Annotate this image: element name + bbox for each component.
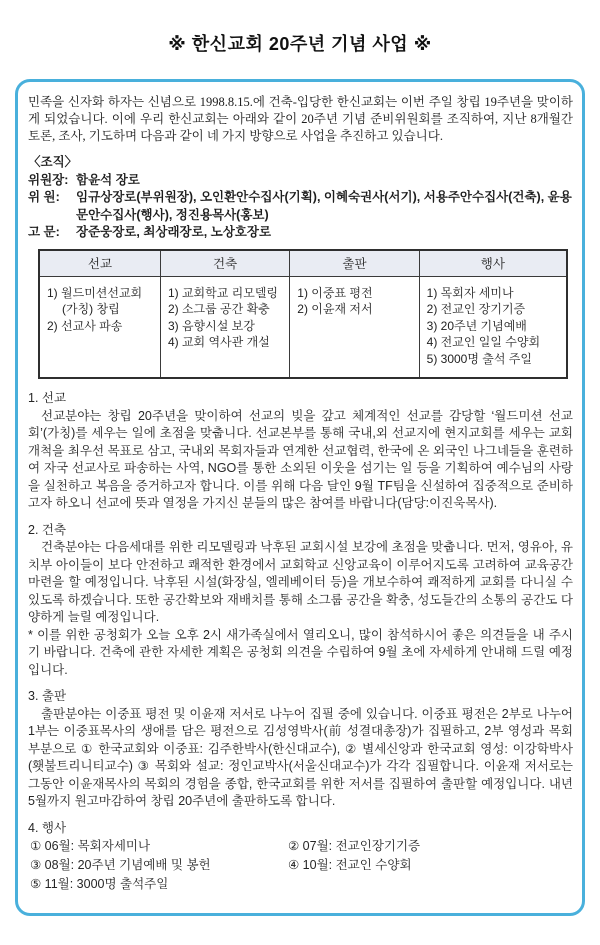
event-item-july: ② 07월: 전교인장기기증 — [288, 839, 421, 853]
table-cell-item: 1) 목회자 세미나 — [426, 285, 514, 300]
org-label-chair: 위원장: — [28, 172, 69, 187]
org-value-advisors: 장준웅장로, 최상래장로, 노상호장로 — [76, 225, 272, 239]
org-value-members: 임규상장로(부위원장), 오인환안수집사(기획), 이혜숙권사(서기), 서용주안수집사(건축), 윤용문안수집사(행사), 정진용목사(홍보) — [76, 190, 572, 222]
org-label-advisors: 고 문: — [28, 225, 60, 239]
table-cell-item: 5) 3000명 출석 주일 — [426, 351, 532, 366]
table-header-construction: 건축 — [160, 250, 289, 277]
section-construction — [28, 522, 573, 680]
event-item-june: ① 06월: 목회자세미나 — [30, 839, 151, 853]
event-item-october: ④ 10월: 전교인 수양회 — [288, 858, 412, 872]
table-cell-events — [419, 276, 567, 378]
projects-table-header-row — [39, 250, 567, 277]
events-schedule — [28, 837, 573, 894]
projects-table-body-row — [39, 276, 567, 378]
table-cell-item: 2) 이윤재 저서 — [297, 302, 373, 316]
organization-block — [28, 154, 573, 242]
intro-paragraph: 민족을 신자화 하자는 신념으로 1998.8.15.에 건축-입당한 한신교회는 이번 주일 창립 19주년을 맞이하게 되었습니다. 이에 우리 한신교회는 아래와 같이 20주년 기념 준비위원회를 조직하여, 지난 8개월간 토론, 조사, 기도하며 다음과 같이 네 가지 방향으로 사업을 추진하고 있습니다. — [28, 95, 573, 143]
section-mission — [28, 390, 573, 513]
event-item-november: ⑤ 11월: 3000명 출석주일 — [30, 877, 169, 891]
table-header-mission: 선교 — [39, 250, 160, 277]
table-cell-item: 2) 전교인 장기기증 — [426, 302, 526, 316]
org-label-members: 위 원: — [28, 190, 60, 204]
table-cell-publishing — [290, 276, 419, 378]
table-cell-item: 4) 전교인 일일 수양회 — [426, 335, 541, 349]
event-item-august: ③ 08월: 20주년 기념예배 및 봉헌 — [30, 858, 211, 872]
table-header-publishing: 출판 — [290, 250, 419, 277]
table-cell-item: 2) 소그룹 공간 확충 — [167, 302, 270, 316]
organization-row-chair — [28, 172, 573, 190]
organization-row-members — [28, 189, 573, 224]
table-cell-item: 4) 교회 역사관 개설 — [167, 335, 270, 349]
section-events — [28, 820, 573, 895]
table-cell-item: 1) 교회학교 리모델링 — [167, 285, 279, 300]
projects-table — [38, 249, 568, 380]
section-construction-note: * 이를 위한 공청회가 오늘 오후 2시 새가족실에서 열리오니, 많이 참석하시어 좋은 의견들을 내 주시기 바랍니다. 건축에 관한 자세한 계획은 공청회 의견을 수립하여 9월 초에 자세하게 안내해 드릴 예정입니다. — [28, 627, 573, 677]
table-cell-construction — [160, 276, 289, 378]
section-mission-heading: 1. 선교 — [28, 391, 67, 405]
section-construction-heading: 2. 건축 — [28, 522, 67, 537]
organization-row-advisors — [28, 224, 573, 242]
organization-heading: 〈조직〉 — [28, 155, 78, 169]
table-cell-item: 1) 이중표 평전 — [297, 285, 373, 300]
org-value-chair: 함윤석 장로 — [76, 172, 140, 187]
content-box — [15, 79, 585, 916]
section-publishing-heading: 3. 출판 — [28, 689, 67, 703]
table-cell-item: 2) 선교사 파송 — [47, 318, 123, 333]
table-cell-mission — [39, 276, 160, 378]
section-construction-body: 건축분야는 다음세대를 위한 리모델링과 낙후된 교회시설 보강에 초점을 맞춥니다. 먼저, 영유아, 유치부 아이들이 보다 안전하고 쾌적한 환경에서 교회학교 신앙교육이 이루어지도록 고려하여 교육공간 마련을 할 예정입니다. 낙후된 시설(화장실, 엘레베이터 등)을 개보수하여 쾌적하게 교회를 다니실 수 있도록 하겠습니다. 또한 공간확보와 재배치를 통해 소그룹 공간을 확충, 성도들간의 소통의 공간도 다양하게 늘릴 예정입니다. — [28, 540, 573, 624]
page-title: ※ 한신교회 20주년 기념 사업 ※ — [168, 34, 432, 54]
section-publishing — [28, 688, 573, 811]
section-mission-body: 선교분야는 창립 20주년을 맞이하여 선교의 빚을 갚고 체계적인 선교를 감당할 ‘월드미션 선교회’(가칭)를 세우는 일에 초점을 맞춥니다. 선교본부를 통해 국내,외 선교지에 현지교회를 세우는 교회개척을 최우선 목표로 삼고, 국내외 목회자들과 연계한 선교협력, 한국에 온 외국인 나그네들을 훈련하여 자국 선교사로 파송하는 사역, NGO를 통한 소외된 이웃을 섬기는 일 등을 기획하여 예수님의 사랑을 실천하고 복음을 증거하고자 합니다. 이를 위해 다음 달인 9월 TF팀을 신설하여 집중적으로 준비하고자 하오니 선교에 뜻과 열정을 가지신 분들의 많은 참여를 바랍니다(담당:이진욱목사). — [28, 408, 573, 510]
table-cell-item: 3) 음향시설 보강 — [167, 318, 255, 333]
section-publishing-body: 출판분야는 이중표 평전 및 이윤재 저서로 나누어 집필 중에 있습니다. 이중표 평전은 2부로 나누어 1부는 이중표목사의 생애를 담은 평전으로 김성영박사(前 성결대총장)가 집필하고, 2부 영성과 목회 부분으로 ① 한국교회와 이중표: 김주한박사(한신대교수), ② 별세신앙과 한국교회 영성: 이강학박사(횃불트리니티교수) ③ 목회와 설교: 정인교박사(서울신대교수)가 각각 집필합니다. 이윤재 저서로는 그동안 이윤재목사의 목회의 경험을 종합, 한국교회를 위한 저서를 집필하여 출판할 예정입니다. 내년 5월까지 원고마감하여 창립 20주년에 출판하도록 합니다. — [28, 706, 573, 808]
table-cell-item: 3) 20주년 기념예배 — [426, 318, 527, 333]
table-cell-item: 1) 월드미션선교회(가칭) 창립 — [47, 285, 143, 316]
table-header-events: 행사 — [419, 250, 567, 277]
section-events-heading: 4. 행사 — [28, 820, 67, 835]
